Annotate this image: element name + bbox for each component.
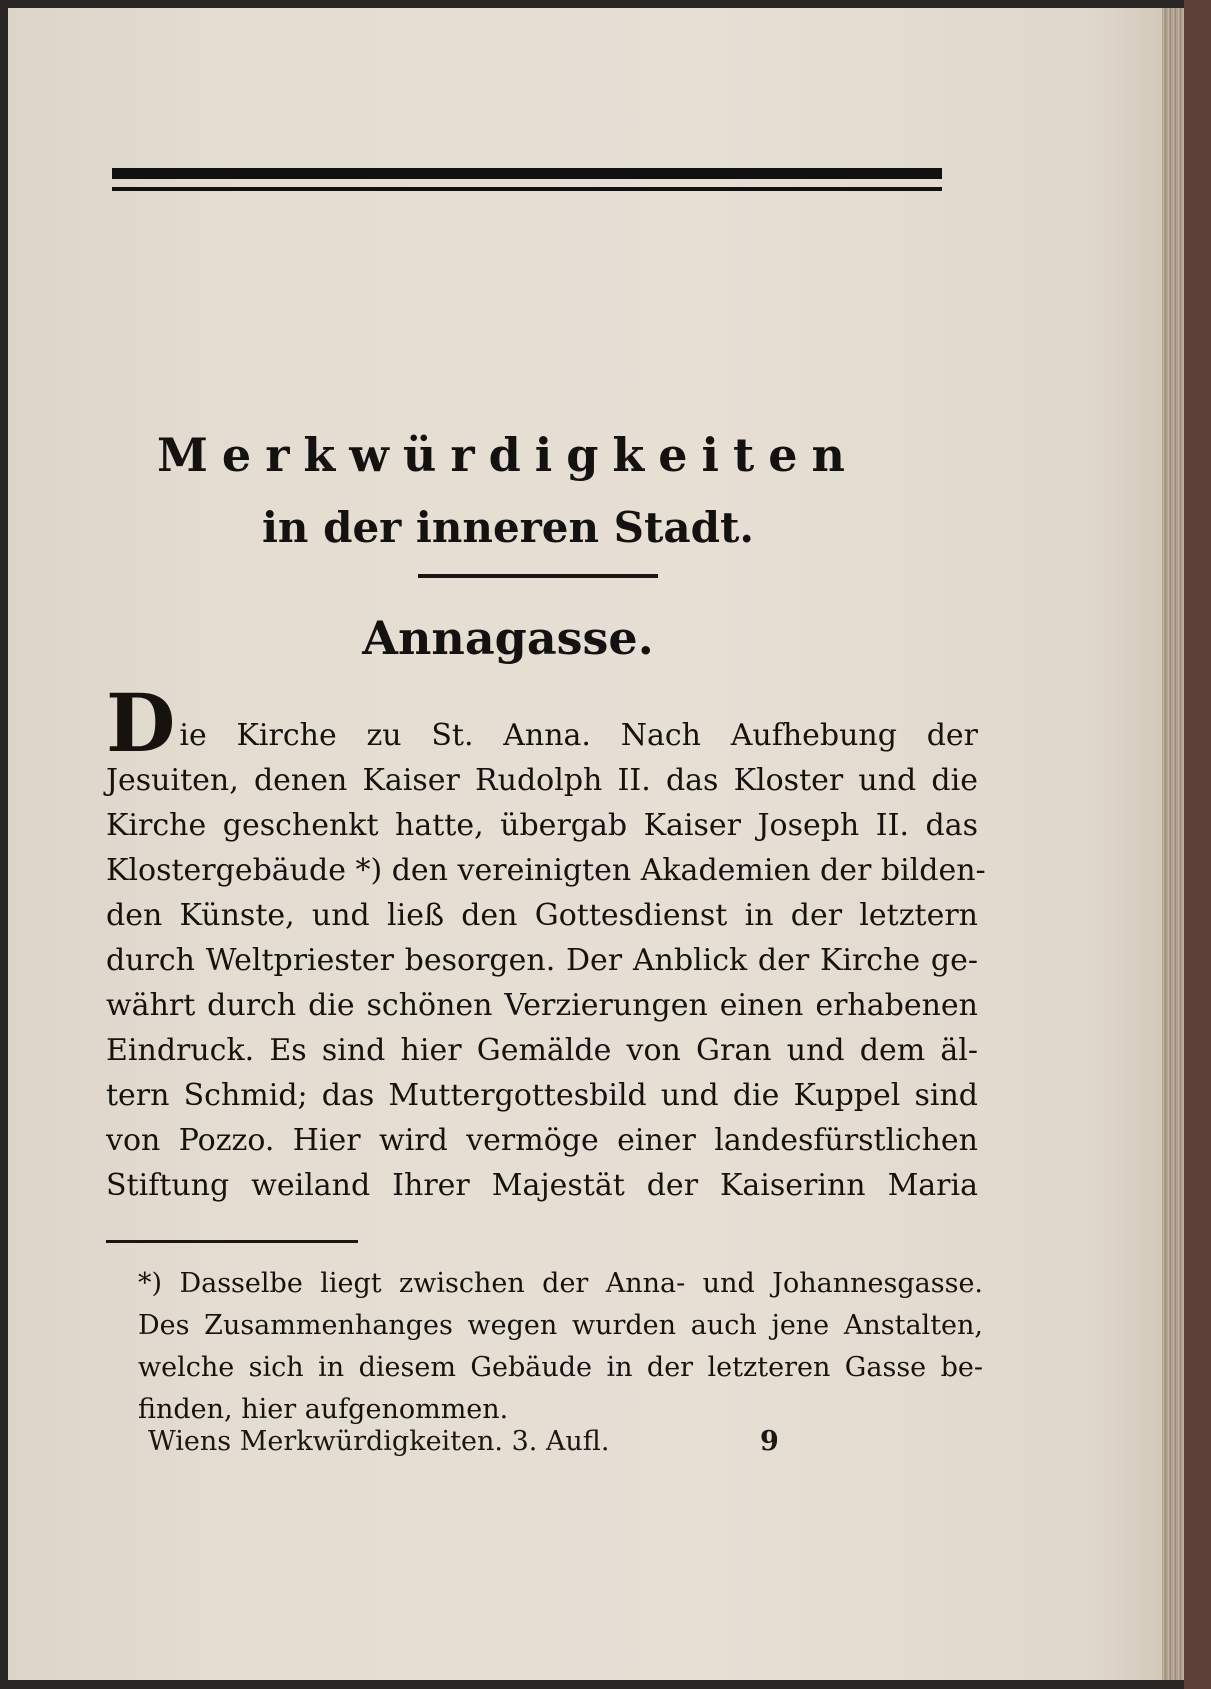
footnote (138, 1263, 983, 1431)
body-line: Kirche geschenkt hatte, übergab Kaiser Joseph II. das (106, 808, 978, 843)
body-line: währt durch die schönen Verzierungen einen erhabenen (106, 988, 978, 1023)
footnote-line: finden, hier aufgenommen. (138, 1394, 509, 1425)
body-line: von Pozzo. Hier wird vermöge einer landesfürstlichen (106, 1123, 978, 1158)
body-line: Jesuiten, denen Kaiser Rudolph II. das Kloster und die (106, 763, 978, 798)
page-stack-edge (1162, 8, 1184, 1680)
title-divider (418, 574, 658, 578)
footnote-line: *) Dasselbe liegt zwischen der Anna- und Johannesgasse. (138, 1268, 983, 1299)
body-line: durch Weltpriester besorgen. Der Anblick der Kirche ge- (106, 943, 978, 978)
header-rule-thin (112, 187, 942, 191)
chapter-subtitle: in der inneren Stadt. (261, 503, 755, 552)
chapter-title: Merkwürdigkeiten (157, 428, 859, 482)
page-number: 9 (760, 1426, 779, 1457)
body-line: Klostergebäude *) den vereinigten Akademien der bilden- (106, 853, 986, 888)
footnote-line: Des Zusammenhanges wegen wurden auch jene Anstalten, (138, 1310, 983, 1341)
body-line: den Künste, und ließ den Gottesdienst in der letztern (106, 898, 978, 933)
body-line: Eindruck. Es sind hier Gemälde von Gran und dem äl- (106, 1033, 978, 1068)
body-line: Die Kirche zu St. Anna. Nach Aufhebung der (106, 676, 978, 770)
drop-cap: D (106, 676, 176, 770)
body-paragraph (106, 676, 986, 1208)
body-line: Stiftung weiland Ihrer Majestät der Kaiserinn Maria (106, 1168, 978, 1203)
body-line: tern Schmid; das Muttergottesbild und die Kuppel sind (106, 1078, 978, 1113)
section-title: Annagasse. (362, 611, 654, 665)
footnote-line: welche sich in diesem Gebäude in der letzteren Gasse be- (138, 1352, 983, 1383)
header-rule-thick (112, 168, 942, 179)
printer-signature: Wiens Merkwürdigkeiten. 3. Aufl. (148, 1426, 610, 1457)
book-spine-edge (1184, 0, 1211, 1689)
footnote-rule (106, 1240, 358, 1243)
book-page (8, 8, 1184, 1680)
